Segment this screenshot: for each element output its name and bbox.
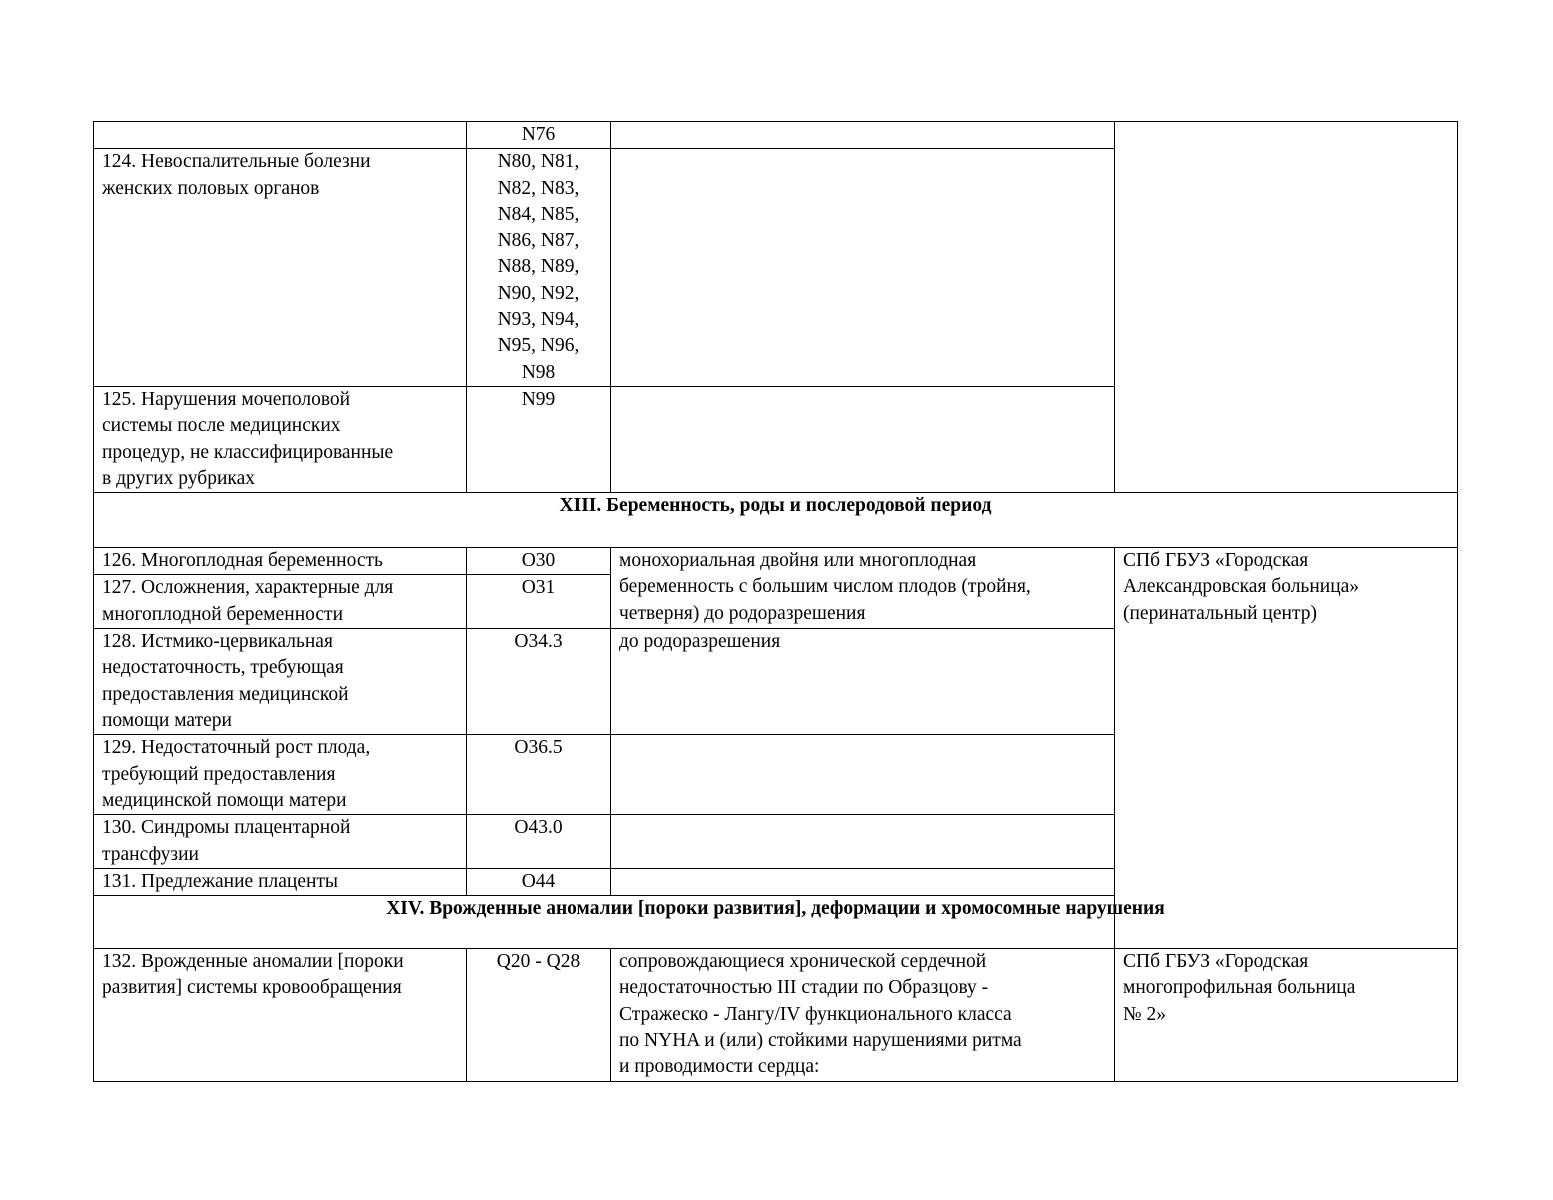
icd-code-cell: O36.5 [467, 735, 611, 815]
condition-cell: сопровождающиеся хронической сердечной недостаточностью III стадии по Образцову - Стражеско - Лангу/IV функционального класса по NYHA и (или) стойкими нарушениями ритма и проводимости сердца: [611, 949, 1115, 1081]
disease-name-cell: 128. Истмико-цервикальная недостаточность, требующая предоставления медицинской помощи матери [94, 629, 467, 735]
disease-name-cell: 131. Предлежание плаценты [94, 868, 467, 895]
icd-code-cell: O31 [467, 575, 611, 629]
institution-cell: СПб ГБУЗ «Городская многопрофильная больница № 2» [1115, 949, 1458, 1081]
condition-cell [611, 386, 1115, 492]
disease-name-cell: 130. Синдромы плацентарной трансфузии [94, 815, 467, 869]
icd-code-cell: O30 [467, 548, 611, 575]
institution-cell [1115, 122, 1458, 493]
icd-code-cell: O34.3 [467, 629, 611, 735]
disease-name-cell: 124. Невоспалительные болезни женских половых органов [94, 149, 467, 387]
icd-code-cell: N99 [467, 386, 611, 492]
table-row [94, 949, 1458, 1081]
icd-code-cell: O43.0 [467, 815, 611, 869]
icd-code-cell: N80, N81, N82, N83, N84, N85, N86, N87, N88, N89, N90, N92, N93, N94, N95, N96, N98 [467, 149, 611, 387]
condition-cell [611, 122, 1115, 149]
section-title: XIV. Врожденные аномалии [пороки развития], деформации и хромосомные нарушения [94, 896, 1458, 949]
section-header-row [94, 896, 1458, 949]
condition-cell: до родоразрешения [611, 629, 1115, 735]
condition-cell: монохориальная двойня или многоплодная беременность с большим числом плодов (тройня, четверня) до родоразрешения [611, 548, 1115, 629]
disease-name-cell [94, 122, 467, 149]
condition-cell [611, 868, 1115, 895]
section-header-row [94, 493, 1458, 548]
condition-cell [611, 735, 1115, 815]
section-title: XIII. Беременность, роды и послеродовой период [94, 493, 1458, 548]
condition-cell [611, 149, 1115, 387]
icd-code-cell: Q20 - Q28 [467, 949, 611, 1081]
condition-cell [611, 815, 1115, 869]
disease-name-cell: 129. Недостаточный рост плода, требующий предоставления медицинской помощи матери [94, 735, 467, 815]
disease-name-cell: 127. Осложнения, характерные для многоплодной беременности [94, 575, 467, 629]
table-row [94, 122, 1458, 149]
medical-care-table [93, 121, 1458, 1082]
icd-code-cell: N76 [467, 122, 611, 149]
table-row [94, 548, 1458, 575]
icd-code-cell: O44 [467, 868, 611, 895]
disease-name-cell: 125. Нарушения мочеполовой системы после медицинских процедур, не классифицированные в других рубриках [94, 386, 467, 492]
disease-name-cell: 132. Врожденные аномалии [пороки развития] системы кровообращения [94, 949, 467, 1081]
institution-cell: СПб ГБУЗ «Городская Александровская больница» (перинатальный центр) [1115, 548, 1458, 949]
disease-name-cell: 126. Многоплодная беременность [94, 548, 467, 575]
